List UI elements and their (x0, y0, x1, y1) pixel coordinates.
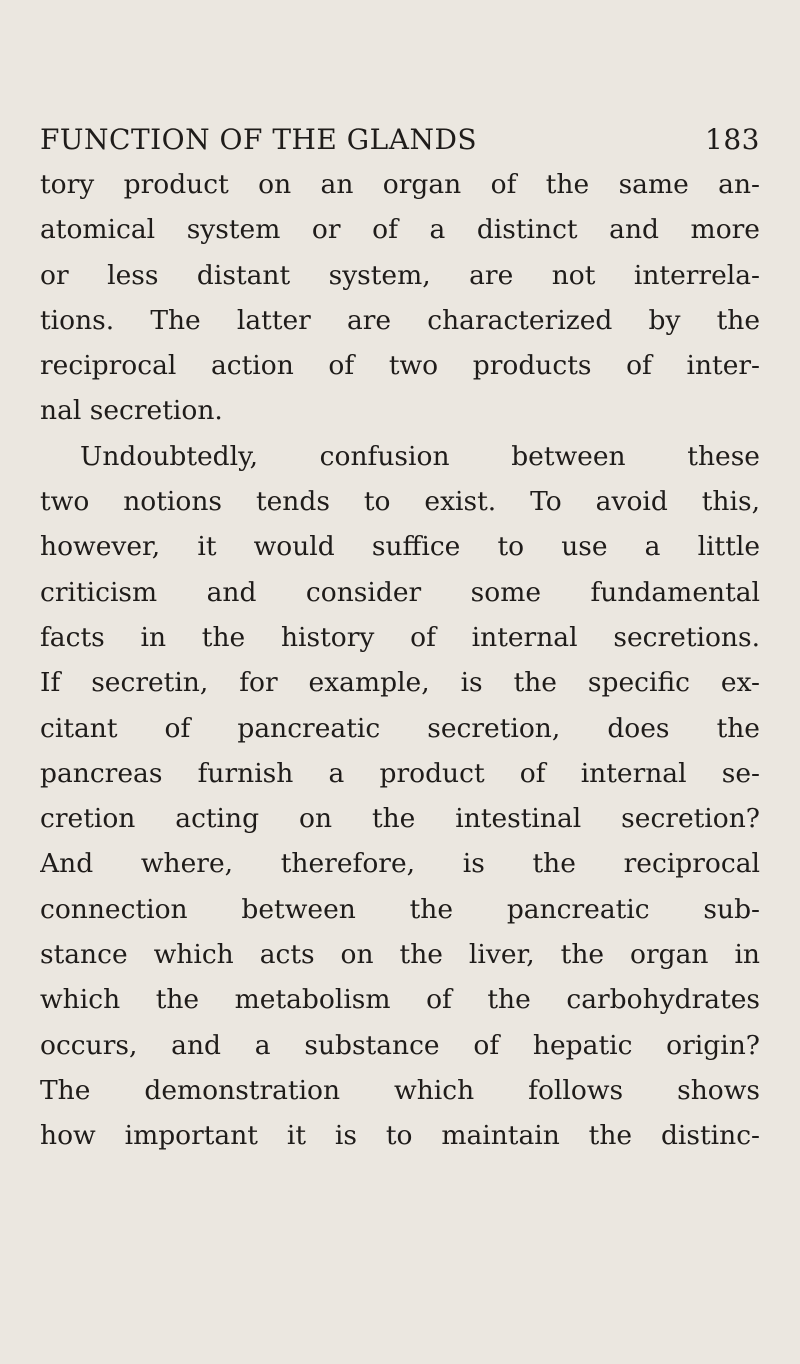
text-line: The demonstration which follows shows (40, 1074, 760, 1106)
text-line: tory product on an organ of the same an- (40, 169, 760, 200)
page-number: 183 (705, 122, 760, 156)
text-line: If secretin, for example, is the specific ex- (40, 667, 760, 699)
text-line: occurs, and a substance of hepatic origin? (40, 1029, 760, 1061)
text-line: which the metabolism of the carbohydrates (40, 984, 760, 1016)
text-line: facts in the history of internal secretions. (40, 621, 760, 653)
text-line: however, it would suffice to use a little (40, 531, 760, 563)
text-line: stance which acts on the liver, the organ in (40, 939, 760, 971)
body-text (40, 162, 760, 1159)
running-head-title: FUNCTION OF THE GLANDS (40, 122, 478, 156)
text-line: pancreas furnish a product of internal se- (40, 757, 760, 789)
paragraph-end-line: nal secretion. (40, 395, 223, 427)
text-line: reciprocal action of two products of inter- (40, 350, 760, 382)
text-line: or less distant system, are not interrela- (40, 259, 760, 291)
text-line: cretion acting on the intestinal secretion? (40, 803, 760, 835)
text-line: connection between the pancreatic sub- (40, 893, 760, 925)
text-line: criticism and consider some fundamental (40, 576, 760, 608)
text-line: tions. The latter are characterized by the (40, 304, 760, 336)
text-line: And where, therefore, is the reciprocal (40, 848, 760, 880)
text-line: two notions tends to exist. To avoid this, (40, 486, 760, 518)
text-line: citant of pancreatic secretion, does the (40, 712, 760, 744)
paragraph-start-line: Undoubtedly, confusion between these (80, 440, 760, 472)
running-head (40, 119, 760, 159)
text-line: how important it is to maintain the distinc- (40, 1120, 760, 1152)
text-line: atomical system or of a distinct and more (40, 214, 760, 246)
